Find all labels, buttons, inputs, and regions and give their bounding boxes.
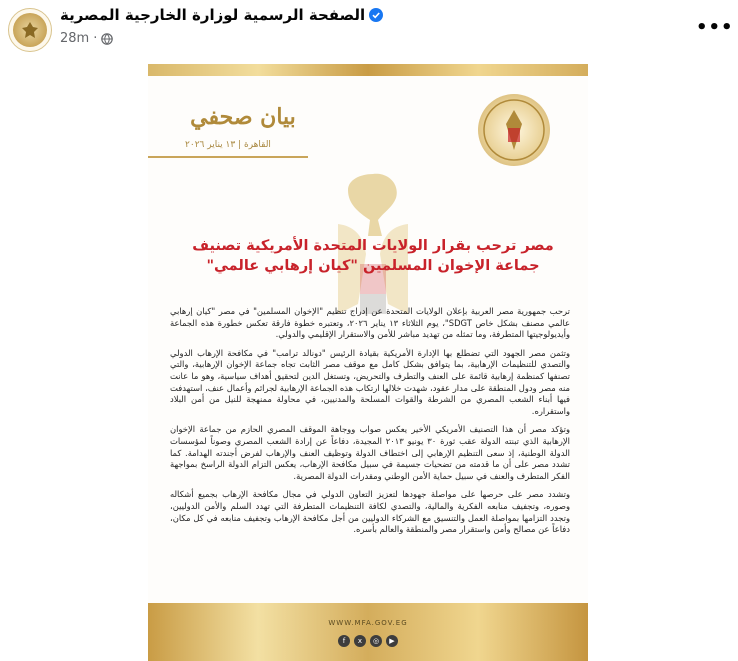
document-date: القاهرة | ١٣ يناير ٢٠٢٦ (185, 140, 271, 150)
youtube-icon: ▶ (386, 635, 398, 647)
page-name[interactable]: الصفحة الرسمية لوزارة الخارجية المصرية (60, 6, 366, 24)
body-paragraph: ترحب جمهورية مصر العربية بإعلان الولايات المتحدة عن إدراج تنظيم "الإخوان المسلمين" في مصر "كيان إرهابي عالمي مصنف بشكل خاص SDGT"، يوم الثلاثاء ١٣ يناير ٢٠٢٦، وتعتبره خطوة فارقة تعكس خطورة هذه الجماعة وأيديولوجيتها المتطرفة، وما تمثله من تهديد مباشر للأمن والاستقرار الإقليمي والدولي. (170, 306, 571, 340)
website-url: WWW.MFA.GOV.EG (328, 619, 408, 627)
document-title: بيان صحفي (190, 104, 296, 130)
facebook-icon: f (338, 635, 350, 647)
gold-border-top (148, 64, 588, 76)
press-release-body (170, 306, 570, 596)
post-time[interactable]: 28m (60, 31, 90, 46)
press-release-image[interactable] (148, 64, 588, 661)
x-icon: x (354, 635, 366, 647)
globe-icon (101, 33, 113, 45)
post-meta (60, 31, 113, 46)
verified-badge-icon (369, 8, 383, 22)
body-paragraph: وتشدد مصر على حرصها على مواصلة جهودها لتعزيز التعاون الدولي في مجال مكافحة الإرهاب بجميع أشكاله وصوره، وتجفيف منابعه الفكرية والمالية، والتصدي لكافة التنظيمات المتطرفة التي تهدد السلم والأمن الدوليين، وتجدد التزامها بمواصلة العمل والتنسيق مع الشركاء الدوليين من أجل مكافحة الإرهاب وتجفيف منابعه في كل مكان، دفاعاً عن مصالح وأمن واستقرار مصر والمنطقة والعالم بأسره. (170, 489, 570, 535)
post-header (0, 0, 738, 60)
body-paragraph: وتؤكد مصر أن هذا التصنيف الأمريكي الأخير يعكس صواب ووجاهة الموقف المصري الحازم من جماعة الإخوان الإرهابية الذي تبنته الدولة عقب ثورة ٣٠ يونيو ٢٠١٣ المجيدة، دفاعاً عن إرادة الشعب المصري وصوناً لمؤسسات الدولة الوطنية، إذ سعى التنظيم الإرهابي إلى اختطاف الدولة وتوظيف العنف والإرهاب لفرض أجندته الهدامة. كما تشدد مصر على أن ما قدمته من تضحيات جسيمة في سبيل مكافحة الإرهاب، يعكس التزام الدولة الراسخ بمواجهة الفكر المتطرف والعنف في سبيل حماية الأمن الوطني ومقدرات الدولة المصرية. (170, 424, 570, 481)
body-paragraph: وتثمن مصر الجهود التي تضطلع بها الإدارة الأمريكية بقيادة الرئيس "دونالد ترامب" في مكافحة الإرهاب الدولي والتصدي للتنظيمات الإرهابية، بما يتوافق بشكل كامل مع موقف مصر الثابت تجاه جماعة الإخوان الإرهابية، والتي تصنفها كمنظمة إرهابية قائمة على العنف والتطرف والتحريض، وتستغل الدين لتحقيق أهداف سياسية، وهو ما عانت منه مصر ودول المنطقة على مدار عقود، شهدت خلالها ارتكاب هذه الجماعة الإرهابية لجرائم وأعمال عنف، استهدفت فيها أبناء الشعب المصري من الشرطة والقوات المسلحة والمدنيين، في محاولة ممنهجة للنيل من أمن البلاد واستقراره. (170, 347, 570, 416)
more-options-icon: ••• (696, 17, 734, 38)
meta-separator: · (93, 31, 98, 46)
press-release-headline: مصر ترحب بقرار الولايات المتحدة الأمريكية تصنيف جماعة الإخوان المسلمين "كيان إرهابي عالمي" (192, 238, 554, 274)
more-options-button[interactable] (696, 14, 734, 42)
page-avatar[interactable] (8, 8, 52, 52)
social-icons (148, 635, 588, 647)
title-divider (148, 156, 308, 158)
gold-border-bottom (148, 603, 588, 661)
ministry-emblem-icon (478, 94, 550, 166)
ministry-emblem-icon (13, 13, 47, 47)
page-name-row (60, 6, 383, 24)
instagram-icon: ◎ (370, 635, 382, 647)
